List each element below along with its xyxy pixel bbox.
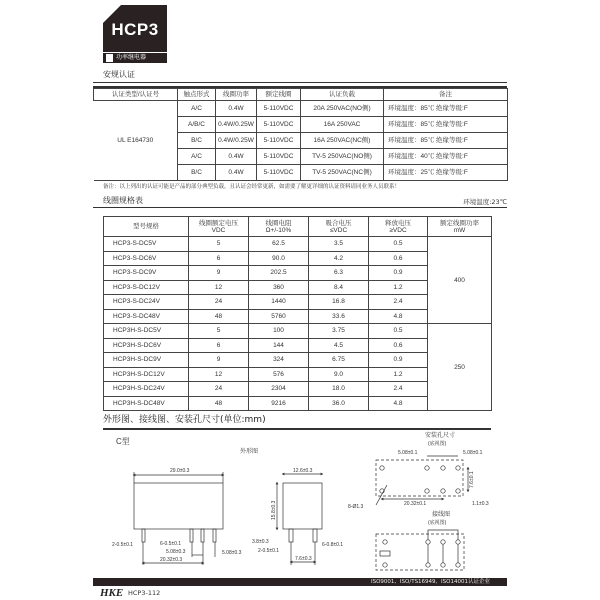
coil-power-cell: 250	[428, 324, 492, 411]
cell: 环境温度：85℃ 绝缘等级:F	[384, 133, 508, 149]
mount-span: 20.32±0.1	[404, 501, 427, 507]
dim-width: 12.6±0.3	[293, 468, 313, 474]
cell: 0.9	[369, 266, 428, 281]
footer-iso: ISO9001、ISO/TS16949、ISO14001认证企业	[370, 579, 490, 585]
cell: 0.4W/0.25W	[216, 133, 257, 149]
col-header-unit: ≥VDC	[389, 226, 407, 234]
dim-height: 15.8±0.3	[271, 500, 277, 520]
cell: 2.4	[369, 382, 428, 397]
cell: TV-5 250VAC(NC侧)	[301, 165, 384, 181]
cell: 5	[189, 237, 249, 252]
col-header-unit: mW	[453, 226, 466, 234]
dim-d2: 2-0.5±0.1	[258, 548, 280, 554]
cell: 4.2	[309, 251, 369, 266]
product-title: HCP3	[111, 20, 159, 39]
coil-power-cell: 400	[428, 237, 492, 324]
dim-pin-a: 2-0.5±0.1	[112, 542, 134, 548]
cell: 144	[249, 338, 309, 353]
drawings-title: 外形图、接线图、安装孔尺寸(单位:mm)	[103, 415, 266, 425]
dim-length: 29.0±0.3	[170, 468, 190, 474]
cell: 6	[189, 338, 249, 353]
cell: 5-110VDC	[257, 117, 301, 133]
cell: 360	[249, 280, 309, 295]
cell: 4.8	[369, 309, 428, 324]
ambient-temp: 环境温度:23℃	[463, 198, 507, 206]
cell: 36.0	[309, 396, 369, 411]
mount-row: 7.6±0.1	[469, 471, 475, 488]
cell: 0.6	[369, 251, 428, 266]
cell: 9216	[249, 396, 309, 411]
cell: B/C	[178, 133, 216, 149]
cell: 16A 250VAC	[301, 117, 384, 133]
cell: 5-110VDC	[257, 165, 301, 181]
col-header-label: 吸合电压	[325, 219, 352, 227]
cell: 8.4	[309, 280, 369, 295]
col-header-unit: ≤VDC	[329, 226, 348, 234]
type-label: C型	[116, 437, 130, 446]
dim-d3: 7.6±0.3	[295, 556, 312, 562]
mount-hole: 8-Ø1.3	[348, 504, 364, 510]
cell: 12	[189, 367, 249, 382]
cell: 5760	[249, 309, 309, 324]
model-cell: HCP3-S-DC5V	[104, 237, 189, 252]
model-cell: HCP3H-S-DC9V	[104, 353, 189, 368]
model-cell: HCP3-S-DC12V	[104, 280, 189, 295]
cell: B/C	[178, 165, 216, 181]
cell: 33.6	[309, 309, 369, 324]
cell: 9	[189, 266, 249, 281]
col-header: 认证负载	[301, 89, 384, 101]
cell: A/C	[178, 101, 216, 117]
model-cell: HCP3H-S-DC12V	[104, 367, 189, 382]
cell: 18.0	[309, 382, 369, 397]
col-header-label: 额定线圈功率	[440, 219, 479, 227]
cell: 4.8	[369, 396, 428, 411]
mount-holes	[376, 456, 468, 505]
cell: 48	[189, 396, 249, 411]
model-cell: HCP3H-S-DC24V	[104, 382, 189, 397]
cell: 16.8	[309, 295, 369, 310]
col-header: 额定线圈	[257, 89, 301, 101]
model-cell: HCP3-S-DC48V	[104, 309, 189, 324]
dim-pitch2: 5.08±0.3	[222, 550, 242, 556]
cert-number: UL E164730	[94, 101, 178, 181]
cell: 6	[189, 251, 249, 266]
col-header-label: 释放电压	[385, 219, 411, 227]
col-header-unit: Ω+/-10%	[265, 226, 292, 234]
col-header-label: 线圈电阻	[265, 219, 292, 227]
coil-title: 线圈规格表	[103, 196, 143, 205]
wiring-diagram	[376, 530, 464, 570]
cell: 0.4W	[216, 165, 257, 181]
wiring-title: 接线图	[432, 512, 451, 518]
dim-pin-b: 6-0.5±0.1	[160, 541, 182, 547]
cell: 576	[249, 367, 309, 382]
cell: 202.5	[249, 266, 309, 281]
document-number: HCP3-112	[128, 589, 161, 597]
cell: 2304	[249, 382, 309, 397]
cell: 100	[249, 324, 309, 339]
cell: 3.5	[309, 237, 369, 252]
outline-title: 外形图	[240, 449, 259, 455]
wiring-view: (底视图)	[428, 520, 447, 526]
cell: 20A 250VAC(NO侧)	[301, 101, 384, 117]
cell: 48	[189, 309, 249, 324]
mount-pitch-right: 5.08±0.1	[463, 450, 483, 456]
cell: 0.4W/0.25W	[216, 117, 257, 133]
dim-d4: 6-0.8±0.1	[322, 542, 344, 548]
cell: 0.4W	[216, 101, 257, 117]
col-header-unit: VDC	[211, 226, 226, 234]
cell: 1440	[249, 295, 309, 310]
cell: A/B/C	[178, 117, 216, 133]
cell: 9.0	[309, 367, 369, 382]
cell: 2.4	[369, 295, 428, 310]
cell: 324	[249, 353, 309, 368]
cell: 9	[189, 353, 249, 368]
cell: 62.5	[249, 237, 309, 252]
cell: 12	[189, 280, 249, 295]
product-subtitle: 功率继电器	[116, 54, 147, 61]
cell: 6.75	[309, 353, 369, 368]
cell: 0.4W	[216, 149, 257, 165]
cell: 1.2	[369, 280, 428, 295]
dim-span: 20.32±0.3	[160, 557, 183, 563]
cell: 24	[189, 382, 249, 397]
cell: 0.6	[369, 338, 428, 353]
cell: 1.2	[369, 367, 428, 382]
cell: 5-110VDC	[257, 133, 301, 149]
end-view	[277, 474, 322, 565]
dim-pitch1: 5.08±0.3	[166, 549, 186, 555]
cell: A/C	[178, 149, 216, 165]
hke-logo: HKE	[100, 587, 124, 599]
model-cell: HCP3-S-DC24V	[104, 295, 189, 310]
model-cell: HCP3H-S-DC48V	[104, 396, 189, 411]
cell: 0.9	[369, 353, 428, 368]
cell: 环境温度：25℃ 绝缘等级:F	[384, 165, 508, 181]
dim-d1: 3.8±0.3	[252, 539, 269, 545]
model-cell: HCP3-S-DC6V	[104, 251, 189, 266]
col-header: 备注	[384, 89, 508, 101]
cell: TV-5 250VAC(NO侧)	[301, 149, 384, 165]
model-cell: HCP3H-S-DC5V	[104, 324, 189, 339]
cell: 3.75	[309, 324, 369, 339]
cell: 24	[189, 295, 249, 310]
mount-view: (底视图)	[428, 441, 447, 447]
cell: 5-110VDC	[257, 101, 301, 117]
col-header-label: 线圈额定电压	[199, 219, 238, 227]
mount-pitch-left: 5.08±0.1	[398, 450, 418, 456]
mount-title: 安装孔尺寸	[425, 433, 456, 439]
cell: 环境温度：40℃ 绝缘等级:F	[384, 149, 508, 165]
cell: 5	[189, 324, 249, 339]
model-cell: HCP3-S-DC9V	[104, 266, 189, 281]
cell: 90.0	[249, 251, 309, 266]
mount-edge: 1.1±0.3	[472, 501, 489, 507]
safety-note: 备注：以上列出的认证可能是产品的部分典型负载，且认证会经常更新，如需要了解更详细的认证资料请同业务人员联系！	[103, 184, 401, 190]
safety-title: 安规认证	[103, 70, 135, 79]
cell: 0.5	[369, 324, 428, 339]
cell: 0.5	[369, 237, 428, 252]
cell: 环境温度：85℃ 绝缘等级:F	[384, 117, 508, 133]
col-header: 认证类型/认证号	[94, 89, 178, 101]
cell: 6.3	[309, 266, 369, 281]
col-header-label: 型号规格	[133, 223, 159, 230]
col-header: 触点形式	[178, 89, 216, 101]
cell: 5-110VDC	[257, 149, 301, 165]
cell: 环境温度：85℃ 绝缘等级:F	[384, 101, 508, 117]
cell: 4.5	[309, 338, 369, 353]
cell: 16A 250VAC(NC侧)	[301, 133, 384, 149]
model-cell: HCP3H-S-DC6V	[104, 338, 189, 353]
col-header: 线圈功率	[216, 89, 257, 101]
